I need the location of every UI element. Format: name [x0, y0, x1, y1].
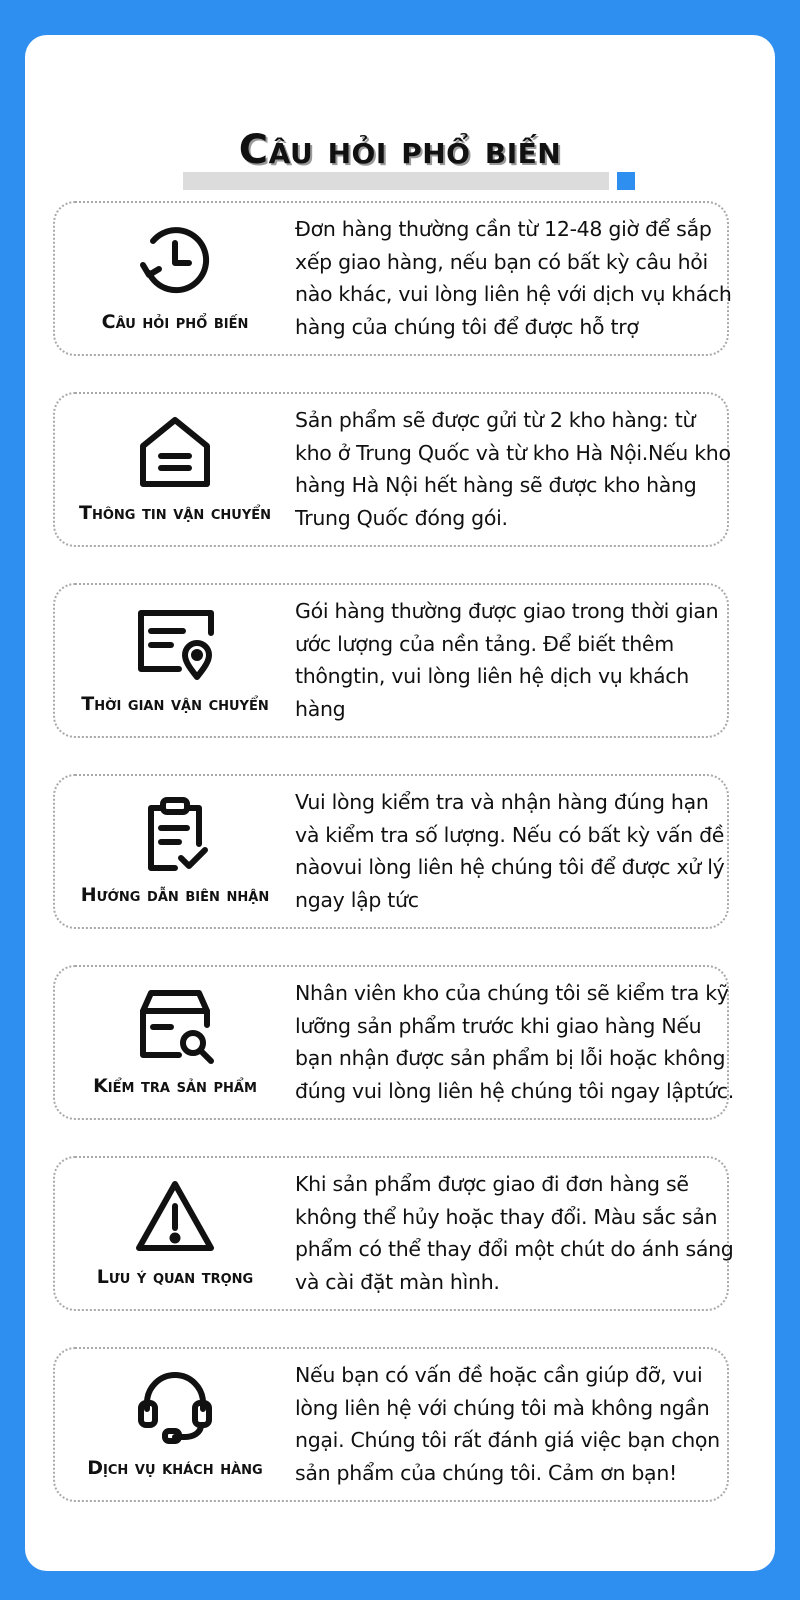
faq-item-label: Thông tin vận chuyển	[78, 502, 272, 524]
faq-item-label: Thời gian vận chuyển	[81, 693, 269, 715]
faq-item-label: Dịch vụ khách hàng	[87, 1457, 263, 1479]
faq-card	[25, 35, 775, 1571]
faq-item-text: Gói hàng thường được giao trong thời gian ước lượng của nền tảng. Để biết thêm thôngtin, vui lòng liên hệ dịch vụ khách hàng	[295, 599, 719, 721]
page-title: Câu hỏi phổ biến	[238, 127, 562, 173]
clipboard-check-icon	[135, 794, 215, 874]
faq-item-delivery-time	[53, 583, 729, 738]
faq-item-shipping-info	[53, 392, 729, 547]
faq-item-text: Đơn hàng thường cần từ 12-48 giờ để sắp xếp giao hàng, nếu bạn có bất kỳ câu hỏi nào khác, vui lòng liên hệ với dịch vụ khách hàng của chúng tôi để được hỗ trợ	[295, 217, 732, 339]
faq-item-receipt-guide	[53, 774, 729, 929]
faq-item-text: Vui lòng kiểm tra và nhận hàng đúng hạn và kiểm tra số lượng. Nếu có bất kỳ vấn đề nàovui lòng liên hệ chúng tôi để được xử lý ngay lập tức	[295, 790, 725, 912]
warning-triangle-icon	[135, 1176, 215, 1256]
faq-item-common-questions	[53, 201, 732, 356]
faq-item-customer-service	[53, 1347, 729, 1502]
faq-item-text: Khi sản phẩm được giao đi đơn hàng sẽ không thể hủy hoặc thay đổi. Màu sắc sản phẩm có thể thay đổi một chút do ánh sáng và cài đặt màn hình.	[295, 1172, 734, 1294]
faq-item-label: Lưu ý quan trọng	[96, 1266, 254, 1288]
box-search-icon	[135, 985, 215, 1065]
faq-item-important-note	[53, 1156, 734, 1311]
faq-item-text: Nếu bạn có vấn đề hoặc cần giúp đỡ, vui lòng liên hệ với chúng tôi mà không ngần ngại. Chúng tôi rất đánh giá việc bạn chọn sản phẩm của chúng tôi. Cảm ơn bạn!	[295, 1363, 720, 1485]
warehouse-icon	[135, 412, 215, 492]
headset-icon	[135, 1367, 215, 1447]
faq-item-text: Sản phẩm sẽ được gửi từ 2 kho hàng: từ kho ở Trung Quốc và từ kho Hà Nội.Nếu kho hàng Hà Nội hết hàng sẽ được kho hàng Trung Quốc đóng gói.	[295, 408, 731, 530]
faq-item-label: Hướng dẫn biên nhận	[80, 884, 270, 906]
clock-history-icon	[135, 221, 215, 301]
faq-item-text: Nhân viên kho của chúng tôi sẽ kiểm tra kỹ lưỡng sản phẩm trước khi giao hàng Nếu bạn nhận được sản phẩm bị lỗi hoặc không đúng vui lòng liên hệ chúng tôi ngay lậptức.	[295, 981, 734, 1103]
faq-item-label: Kiểm tra sản phẩm	[93, 1075, 257, 1097]
document-location-icon	[135, 603, 215, 683]
faq-item-product-check	[53, 965, 734, 1120]
faq-item-label: Câu hỏi phổ biến	[101, 311, 249, 333]
page-title-block	[25, 120, 775, 200]
